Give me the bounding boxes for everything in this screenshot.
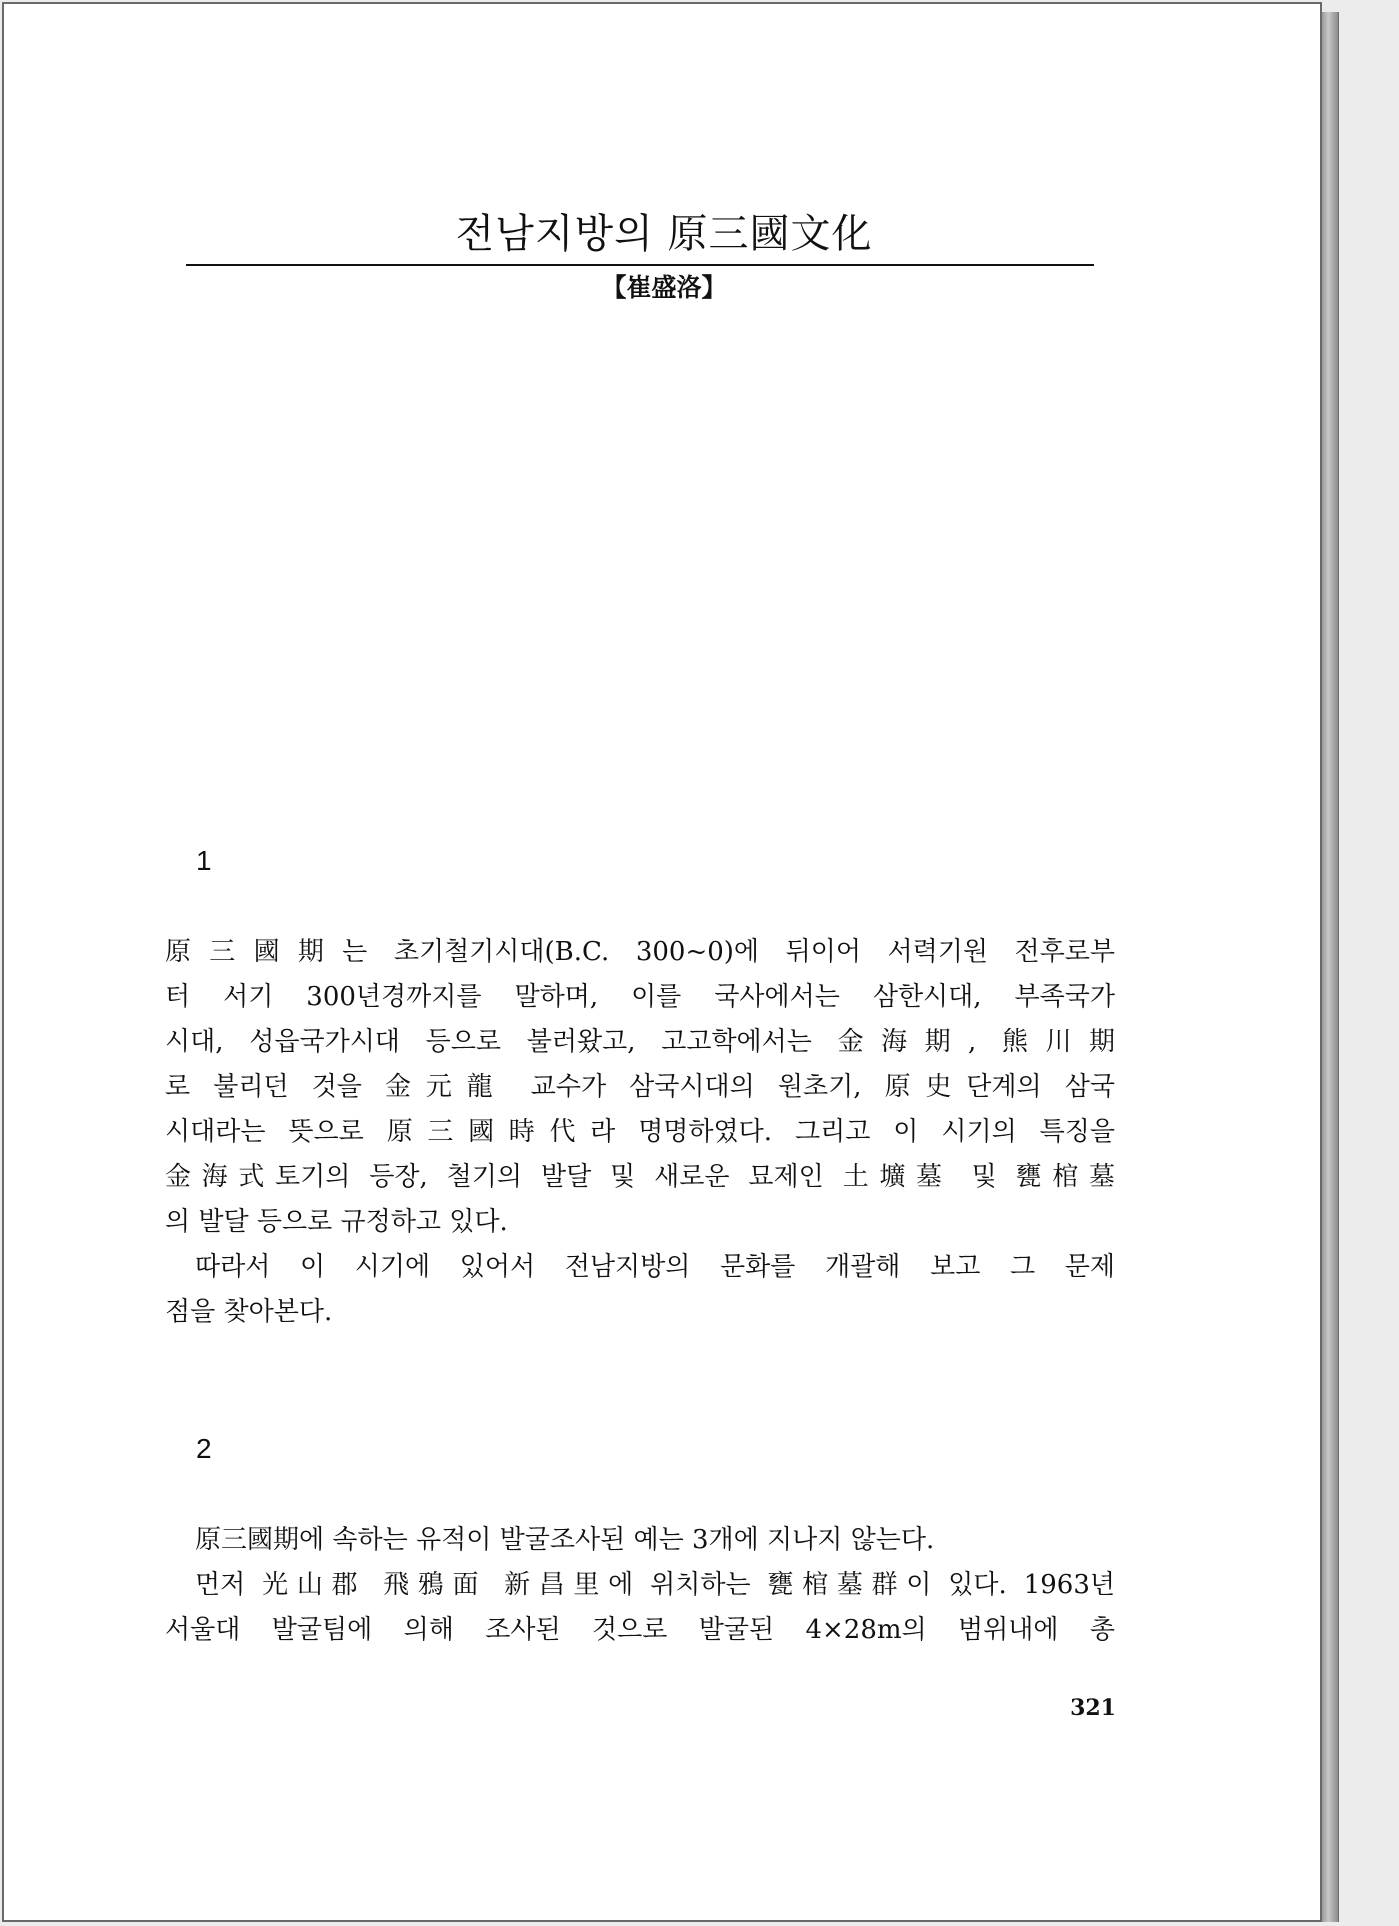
body-line: 먼저 光山郡 飛鴉面 新昌里에 위치하는 甕棺墓群이 있다. 1963년 xyxy=(195,1570,1115,1600)
body-line: 로 불리던 것을 金元龍 교수가 삼국시대의 원초기, 原史단계의 삼국 xyxy=(165,1072,1115,1102)
section-2-body xyxy=(165,1518,1115,1653)
section-1-body xyxy=(165,930,1115,1335)
body-line: 原三國期는 초기철기시대(B.C. 300~0)에 뒤이어 서력기원 전후로부 xyxy=(165,937,1115,967)
page-number: 321 xyxy=(1070,1695,1116,1721)
body-line: 의 발달 등으로 규정하고 있다. xyxy=(165,1207,508,1237)
section-2-number: 2 xyxy=(196,1433,212,1464)
page-stack-edge xyxy=(1322,12,1339,1922)
body-line: 터 서기 300년경까지를 말하며, 이를 국사에서는 삼한시대, 부족국가 xyxy=(165,982,1115,1012)
title-underline xyxy=(186,264,1094,266)
section-1-number: 1 xyxy=(196,845,212,876)
author-name: 【崔盛洛】 xyxy=(601,273,727,302)
body-line: 서울대 발굴팀에 의해 조사된 것으로 발굴된 4×28m의 범위내에 총 xyxy=(165,1615,1115,1645)
body-line: 따라서 이 시기에 있어서 전남지방의 문화를 개괄해 보고 그 문제 xyxy=(195,1252,1115,1282)
body-line: 原三國期에 속하는 유적이 발굴조사된 예는 3개에 지나지 않는다. xyxy=(195,1525,935,1555)
page-title: 전남지방의 原三國文化 xyxy=(455,211,873,257)
body-line: 시대라는 뜻으로 原三國時代라 명명하였다. 그리고 이 시기의 특징을 xyxy=(165,1117,1115,1147)
body-line: 시대, 성읍국가시대 등으로 불러왔고, 고고학에서는 金海期, 熊川期 xyxy=(165,1027,1115,1057)
body-line: 점을 찾아본다. xyxy=(165,1297,333,1327)
document-page xyxy=(2,2,1322,1922)
body-line: 金海式토기의 등장, 철기의 발달 및 새로운 묘제인 土壙墓 및 甕棺墓 xyxy=(165,1162,1115,1192)
